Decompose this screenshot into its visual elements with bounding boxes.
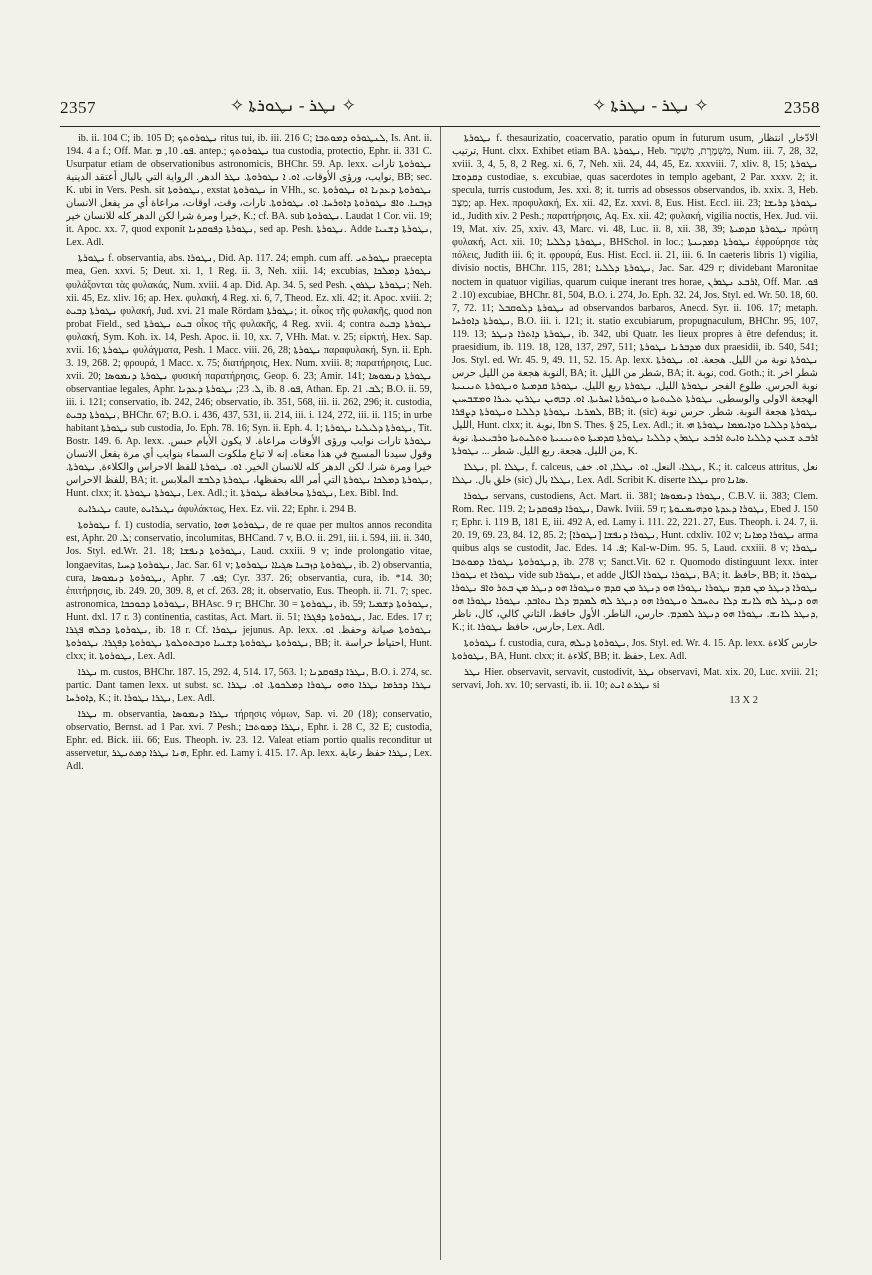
entry-paragraph: ܢܛܘܪܘܬܐ f. 1) custodia, servatio, ܢܛܘܪܘܬܐ ܗܘܐ, de re quae per multos annos recondita est, Aphr. ܠ. 20; conservatio, incolumitas, BHCand. 7 v, B.O. ii. 291, iii. i. 594, iii. ii. 340, Jos. Styl. ed.Wr. 21. 18; ܢܛܘܪܘܬܐ ܕܢܦܫܐ, Laud. cxxiii. 9 v; inde prolongatio vitae, longaevitas, ܢܛܘܪܘܬܐ ܕܚܝܐ, Jac. Sar. 61 v; ܢܛܘܪܘܬܐ ܕܙܒܢܐ ܣܓܝܐܐ ܢܛܘܪܘܬܐ, ib. 2) observantia, cura, ܢܛܘܪܘܬܐ ܕܢܡܘܣܐ, Aphr. ܦܘ. 7; Cyr. 337. 26; observantia, cura, ib. *14. 30; ἐπιτήρησις, ib. 249. 20, 309. 8, et cf. 263. 28; it. observatio, Eus. Theoph. ii. 71. 7; spec. astronomica, ܢܛܘܪܘܬܐ ܕܟܘܟܒܐ, BHAsc. 9 r; BHChr. 30 = ܢܛܘܪܘܬܐ, ib. 59; ܢܛܘܪܘܬܐ ܕܫܡܝܐ, Hunt. dxl. 17 r. 3) continentia, castitas, Act. Mart. ii. 51; ܢܛܘܪܘܬܐ ܕܦܓܪܐ, Jac. Edes. 17 r; ܢܛܘܪܘܬܐ ܕܟܠܗ ܦܓܪܐ, ib. 18 r. Cf. ܢܛܘܪܐ jejunus. Ap. lexx. ܢܛܘܪܘܬܐ صيانة وحفظ. ܐܘ. ܢܛܘܪܘܬܐ ܢܛܘܪܘܬܐ ܕܫܢܝܐ ܘܕܒܬܘܠܘܬܐ ܢܛܘܪܘܬܐ ܕܦܓܪܐ. ܢܛܘܪܘܬܐ, BB; it. احتياط حراسة, Hunt. clxx; it. ܢܛܘܪܘܬܐ, Lex. Adl. <box>66 520 432 662</box>
entry-paragraph: ܢܛܪܐ m. observantia, ܢܛܪܐ ܕܢܡܘܣܐ τήρησις νόμων, Sap. vi. 20 (18); conservatio, observatio, Bernst. ad 1 Par. xvi. 7 Pesh.; ܢܛܪܐ ܕܡܘܬܒܐ, Ephr. i. 28 C, 32 E; custodia, Ephr. ed. Bick. iii. 66; Eus. Theoph. iv. 23. 12. Valeat etiam portio qualis reconditur ut asservetur, ܗܢܐ ܢܛܪܐ ܕܡܬܢܛܪ, Ephr. ed. Lamy i. 415. 17. Ap. lexx. ܢܛܪܐ حفظ رعاية, Lex. Adl. <box>66 709 432 773</box>
left-running-headword: ✧ ܢܛܪ ‐ ܢܛܘܪܬܐ ✧ <box>230 96 356 115</box>
entry-paragraph: ܢܛܪܐ m. custos, BHChr. 187. 15, 292. 4, 514. 17, 563. 1; ܢܛܪܐ ܕܦܘܩܕܢܐ, B.O. i. 274, sc. partic. Dant tamen lexx. ut subst. sc. ܢܛܪܐ ܕܟܪܡܐ ܢܛܪܐ ܘܗܘ ܢܛܘܪܐ ܕܡܠܟܘܬܐ. ܐܘ. ܢܛܪܐ ܕܐܘܪܚܐ, K.; it. ܢܛܪܐ ܢܛܘܪܐ, Lex. Adl. <box>66 666 432 704</box>
right-running-headword: ✧ ܢܛܪ ‐ ܢܛܪܬܐ ✧ <box>592 96 709 115</box>
column-divider <box>440 127 441 1260</box>
entry-paragraph: ܢܛܘܪܬܐ f. thesaurizatio, coacervatio, paratio opum in futurum usum, الادّخار, انتظار ترتيب, Hunt. clxx. Exhibet etiam BA. ܢܛܘܪܬܐ, Heb. מִשְׁמֶרֶת, מִשְׁמָר, Num. iii. 7, 28, 32, xviii. 3, 4, 5, 8, 2 Reg. xi. 6, 7, Neh. xii. 24, 44, 45, Ez. xxxviii. 7, xliv. 8, 15; ܢܛܘܪܬܐ ܕܩܕܘܫܐ custodiae, s. excubiae, quas sacerdotes in templo agebant, 2 Par. xxxv. 2; it. specula, turris custodum, Jes. xxi. 8; it. turris ad obsessos observandos, ib. xxix. 3, Heb. מַצָּב; ap. Hex. προφυλακή, Ex. xii. 42, Ez. xxvi. 8, Eus. Hist. Eccl. iii. 23; ܢܛܘܪܬܐ ܕܪܝܫܐ id., Judith xiv. 2 Pesh.; παρατήρησις, Aq. Ex. xii. 42; φυλακή, vigilia noctis, Hex. Jud. vii. 19, Mat. xiv. 25, xxiv. 43, Marc. vi. 48, Luc. ii. 8, xii. 38, 39; ܢܛܘܪܬܐ ܩܕܡܝܬܐ πρώτη φυλακή, Act. xii. 10; ܢܛܘܪܬܐ ܕܠܠܝܐ, BHSchol. in loc.; ܢܛܘܪܬܐ ܕܡܕܝܢܬܐ ἐφρούρησε τὰς πόλεις, Judith iii. 6; it. φρουρά, Eus. Hist. Eccl. ii. 21, iii. 6. In caeteris libris 1) vigilia, divisio noctis, BHChr. 115, 281; ܢܛܘܪܬܐ ܕܠܠܝܐ, Jac. Sar. 429 r; dividebant Maronitae noctem in quatuor vigilias, quarum cuique inerant tres horae, ܐܪܒܥ ܢܛܘܪܢ, Off. Mar. ܦܘ. 10. 2) excubiae, BHChr. 81, 504, B.O. i. 274, Jo. Eph. 32. 24, Jos. Styl. ed. Wr. 50. 18, 60. 7, 72. 11; ܢܛܘܪܬܐ ܕܠܘܩܒܠ ad observandos barbaros, Anecd. Syr. ii. 106. 17; metaph. ܢܛܘܪܬܐ ܕܐܘܪܚܐ, B.O. iii. i. 121; it. statio excubiarum, propugnaculum, BHChr. 95, 107, 119. 13; ܢܛܘܪܬܐ ܕܐܬܪܐ ܕܢܛܪ, ib. 342, ubi Quatr. les lieux propres à être defendus; it. praesidium, ib. 119. 18, 128, 137, 297, 511; ܡܕܒܪܢܐ ܢܛܘܪܬܐ dux praesidii, ib. 540, 541; Jos. Styl. ed. Wr. 45. 9, 49. 11, 52. 15. Ap. lexx. ܢܛܘܪܬܐ نوبة من الليل. هجعة. ܐܘ. ܢܛܘܪܬܐ النوبة هجعة من الليل حرس, BA; it. شطر من الليل, BA; it. نوبة, cod. Goth.; it. شطر اخر نوبة الحرس. طلوع الفجر ܢܛܘܪܬܐ الليل. ܢܛܘܪܬܐ ربع الليل. ܢܛܘܪܬܐ ܩܕܡܝܬܐ ܘܢܛܘܪܬܐ ܬܢܝܢܝܬܐ الهجعة الاولى والوسطى. ܢܛܘܪܬܐ ܬܠܝܬܝܬܐ ܘܢܛܘܪܬܐ ܐܚܪܝܬܐ. ܐܘ. ܕܒܗܝܢ ܢܛܪܝܢ ܥܝܪܐ ܘܡܫܒܚܝܢ ܠܡܪܝܐ. ܢܛܘܪܬܐ ܕܠܠܝܐ ܘܢܛܘܪܬܐ ܕܨܦܪܐ, BB; it. (sic) ܢܛܘܪܬܐ هجعة النوبة. شطر. حرس نوبة الليل, Hunt. clxx; it. نوبة, Ibn S. Thes. § 25, Lex. Adl.; it. ܢܛܘܪܬܐ ܕܠܠܝܐ ܘܕܐܝܡܡܐ ܢܛܘܪܬܐ ܗܝ ܐܪܒܥ ܫܥܝܢ ܕܠܠܝܐ ܘܐܝܬ ܐܪܒܥ ܢܛܘܪܢ ܕܠܠܝܐ ܢܛܘܪܬܐ ܩܕܡܝܬܐ ܘܬܢܝܢܝܬܐ ܘܬܠܝܬܝܬܐ ܘܪܒܝܥܝܬܐ. نوبة من الليل. هجعة. ربع الليل. شطر ... ܢܛܘܪܬܐ, K. <box>452 133 818 458</box>
entry-paragraph: ܢܛܘܪܐ servans, custodiens, Act. Mart. ii. 381; ܢܛܘܪܐ ܕܢܡܘܣܐ, C.B.V. ii. 383; Clem. Rom. Rec. 119. 2; ܢܛܘܪܐ ܕܦܘܩܕܢܐ, Dawk. Iviii. 59 r; ܢܛܘܪܐ ܕܥܕܬܐ ܘܕܗܝܡܢܘܬܐ, Ebed J. 150 r; Ephr. i. 119 B, 181 E, iii. 492 A, ed. Lamy i. 111. 22, 221. 27, Eus. Theoph. i. 24. 7, ii. 20. 19, 69. 23, 84. 12, 85. 2; ܢܛܘܪܐ ܕܢܦܫܐ [ܢܛܘܪܐ], Hunt. cdxliv. 102 v; ܢܛܘܪܐ ܕܡܐܢܐ arma quibus alqs se custodit, Jac. Edes. ܦ. 14; Kal-w-Dim. 95. 5, Laud. cxxiii. 8 v; ܢܛܘܪܐ ܕܢܛܘܪܘܬܐ ܢܛܘܪܐ ܕܡܘܬܒܐ, ib. 278 v; Sanct.Vit. 62 r. Quomodo distinguunt lexx. inter ܢܛܘܪܐ et ܢܛܘܪܐ vide sub ܢܛܘܪܐ, et adde ܢܛܘܪܐ ܢܛܘܪܐ الكال, BA; it. حافظ, BB; it. ܢܛܘܪܐ ܢܛܘܪܐ ܕܢܛܪ ܡܢ ܩܕܡ ܢܛܘܪܐ ܢܛܘܪܐ ܗܘ ܕܢܛܪ ܡܢ ܩܕܡ ܘܢܛܘܪܐ ܗܘ ܕܢܛܪ ܡܢ ܒܬܪ ܘܐܦ ܢܛܘܪܐ ܗܘ ܕܢܛܪ ܠܗ ܠܐܢܫ ܕܠܐ ܢܬܚܒܠ ܘܢܛܘܪܐ ܗܘ ܕܢܛܪ ܠܗ ܠܡܕܡ ܕܠܐ ܢܬܐܒܕ. ܢܛܘܪܐ ܢܛܘܪܐ ܗܘ ܕܢܛܪ ܠܐܢܫ. ܢܛܘܪܐ ܗܘ ܕܢܛܪ ܠܡܕܡ. حارس، الناطر. الأول حافظ، الثاني كالي، كال، ناظر, K.; it. حارس، حافظ ܢܛܘܪܐ, Lex. Adl. <box>452 491 818 633</box>
entry-paragraph: ib. ii. 104 C; ib. 105 D; ܢܛܘܪܘܬܟ ritus tui, ib. iii. 216 C; ܠܢܛܘܪܘ ܕܡܘܬܒܐ, Is. Ant. ii. 194. 4 a f.; Off. Mar. ܦܘ. 10, ܡ. antep.; ܢܛܘܪܘܬܟ tua custodia, protectio, Ephr. ii. 331 C. Usurpatur etiam de observationibus astronomicis, BHChr. 59. Ap. lexx. ܢܛܘܪܘܬܐ تارات نوايب، ورؤى الأوقات. ܐܘ. ܐ ܢܛܘܪܘܬܐ. ܢܛܪ الدهر. الرواية التي بالبال أعتقد الدينية, BB; sec. K. ubi in Vers. Pesh. sit ܢܛܘܪܘܬܐ, exstat ܢܛܘܪܘܬܐ in VHh., sc. ܢܛܘܪܘܬܐ ܕܥܕܢܐ ܐܘ ܢܛܘܪܘܬܐ ܕܙܒܢܐ. ܘܐܦ ܢܛܘܪܘܬܐ ܕܐܘܪܚܐ. ܐܘ. ܢܛܘܪܘܬܐ. تارات، وقت، اوقات، مراعاة أي مر يفعل الانسان خيرا ومرة شرا لكن الدهر كله للانسان خير, K.; cf. BA. sub ܢܛܘܪܘܬܐ. Laudat 1 Cor. vii. 19; it. Apoc. xx. 7, quod exponit ܢܛܘܪܬܐ ܕܦܘܩܕܢܐ, sed ap. Pesh. ܢܛܘܪܬܐ. Adde ܢܛܘܪܬܐ ܕܫܢܝܐ, Lex. Adl. <box>66 133 432 249</box>
entry-paragraph: ܢܛܝܪܐܝܬ caute, ܢܛܝܪܐܝܬ ἀφυλάκτως, Hex. Ez. vii. 22; Ephr. i. 294 B. <box>78 504 357 516</box>
entry-paragraph: ܢܛܘܪܘܬܐ f. custodia, cura, ܢܛܘܪܘܬܐ ܕܝܠܗ, Jos. Styl. ed. Wr. 4. 15. Ap. lexx. حارس كلاءة ܢܛܘܪܘܬܐ, BA, Hunt. clxx; it. كلاءة, BB; it. حفظ, Lex. Adl. <box>452 637 818 662</box>
right-page-number: 2358 <box>784 98 820 117</box>
left-column <box>66 132 432 1252</box>
entry-paragraph: ܢܛܠܐ, pl. ܢܛܠܐ, f. calceus, ܢܛܠܐ، النعل. ܐܘ. ܢܛܠܐ, ܐܘ. خف, K.; it. calceus attritus, نعل خلق بال. ܢܛܠܐ (sic) ܢܛܠܐ بال, Lex. Adl. Scribit K. diserte ܢܛܠܐ pro ܣܐܢܐ. <box>452 462 818 487</box>
page-header <box>60 96 820 124</box>
right-column <box>452 132 818 1252</box>
signature-mark: 13 X 2 <box>729 694 758 706</box>
entry-paragraph: ܢܛܘܪܬܐ f. observantia, abs. ܢܛܘܪܐ, Did. Ap. 117. 24; emph. cum aff. ܢܛܘܪܬܝ praecepta mea, Gen. xxvi. 5; Deut. xi. 1, 1 Reg. ii. 3, Neh. xiii. 14; excubias, ܢܛܘܪܬܐ ܕܡܠܟܐ φυλάξονται τὰς φυλακάς, Num. xviii. 4 ap. Did. Ap. 34. 5, sed Pesh. ܢܛܘܪܬܐ ܢܛܪܘܢ; Neh. xii. 45, Ez. xliv. 16; ap. Hex. φυλακή, 4 Reg. xi. 6, 7, Theod. Ez. xli. 42; it. Apoc. xviii. 2; ܢܛܘܪܬܐ ܕܒܝܬ φυλακή, Jud. xvi. 21 male Rördam ܢܛܘܪܬܐ; it. οἶκος τῆς φυλακῆς, quod non probat Field., sed ܒܝܬ ܢܛܘܪܬܐ οἶκος τῆς φυλακῆς, 4 Reg. xvii. 4; contra ܢܛܘܪܬܐ ܕܒܝܬ φυλακή, Sym. Koh. ix. 14, Pesh. Apoc. ii. 10, xx. 7, VHh. Mat. v. 25; εἱρκτή, Hex. Sap. xvii. 16; ܢܛܘܪܬܐ φυλάγματα, Pesh. 1 Macc. viii. 26, 28; ܢܛܘܪܬܐ παραφυλακή, Syn. ii. Eph. 3. 19, 268. 2; φρουρά, 1 Macc. x. 75; διατήρησις, Hex. Num. xviii. 8; παρατήρησις, Luc. xvii. 20; ܢܛܘܪܬܐ ܕܢܡܘܣܐ φυσική παρατήρησις, Geop. 6. 23; Amir. 141; ܢܛܘܪܬܐ ܕܢܡܘܣܐ observantiae legales, Aphr. ܠ. 23; ܢܛܘܪܬܐ ܕܥܕܢܐ, ib. ܦܘ. 8, Athan. Ep. ܠܒ. 21; B.O. ii. 59, iii. i. 121; conservatio, ib. 242, 246; observatio, ib. 351, 568, iii. ii. 262, 296; it. custodia, ܢܛܘܪܬܐ ܕܒܝܬ, BHChr. 67; B.O. i. 436, 437, 531, ii. 214, iii. i. 124, 272, iii. ii. 115; in urbe habitant ܢܛܘܪܬܐ sub custodia, Jo. Eph. 78. 16; Syn. ii. Eph. 4. 1; ܢܛܘܪܬܐ ܕܠܝܠܝܐ ܢܛܘܪܬܐ, Tit. Bostr. 149. 6. Ap. lexx. ܢܛܘܪܬܐ تارات نوايب ورؤى الأوقات مراعاة. لا يكون الأيام حبس. وقول سيدنا المسيح في هذا معناه. إنه لا تباع ملكوت السماء بنوايب أي مرة يفعل الانسان خيرا ومرة شرا. لكن الدهر كله للانسان الخير. ܐܘ. ܢܛܘܪܬܐ للفظ الاحراس والكلاءة, ܢܛܘܪܬܐ. للفظ الاحراس, BA; it. ܢܛܘܪܬܐ ܕܡܠܟܐ ܢܛܘܪܬܐ التي أمر الله بحفظها، ܢܛܘܪܬܐ ܕܠܒܫ الملابس, Hunt. clxx; it. ܢܛܘܪܬܐ ܢܛܘܪܬܐ, Lex. Adl.; it. ܢܛܘܪܬܐ محافظة ܢܛܘܪܬܐ, Lex. Bibl. Ind. <box>66 253 432 500</box>
entry-paragraph: ܢܛܪ Hier. observavit, servavit, custodivit, ܢܛܪ observavi, Mat. xix. 20, Luc. xviii. 21; servavi, Joh. xv. 10; servasti, ib. ii. 10; ܢܛܪܬ ܐܢܬ si <box>452 666 818 691</box>
left-page-number: 2357 <box>60 98 96 117</box>
